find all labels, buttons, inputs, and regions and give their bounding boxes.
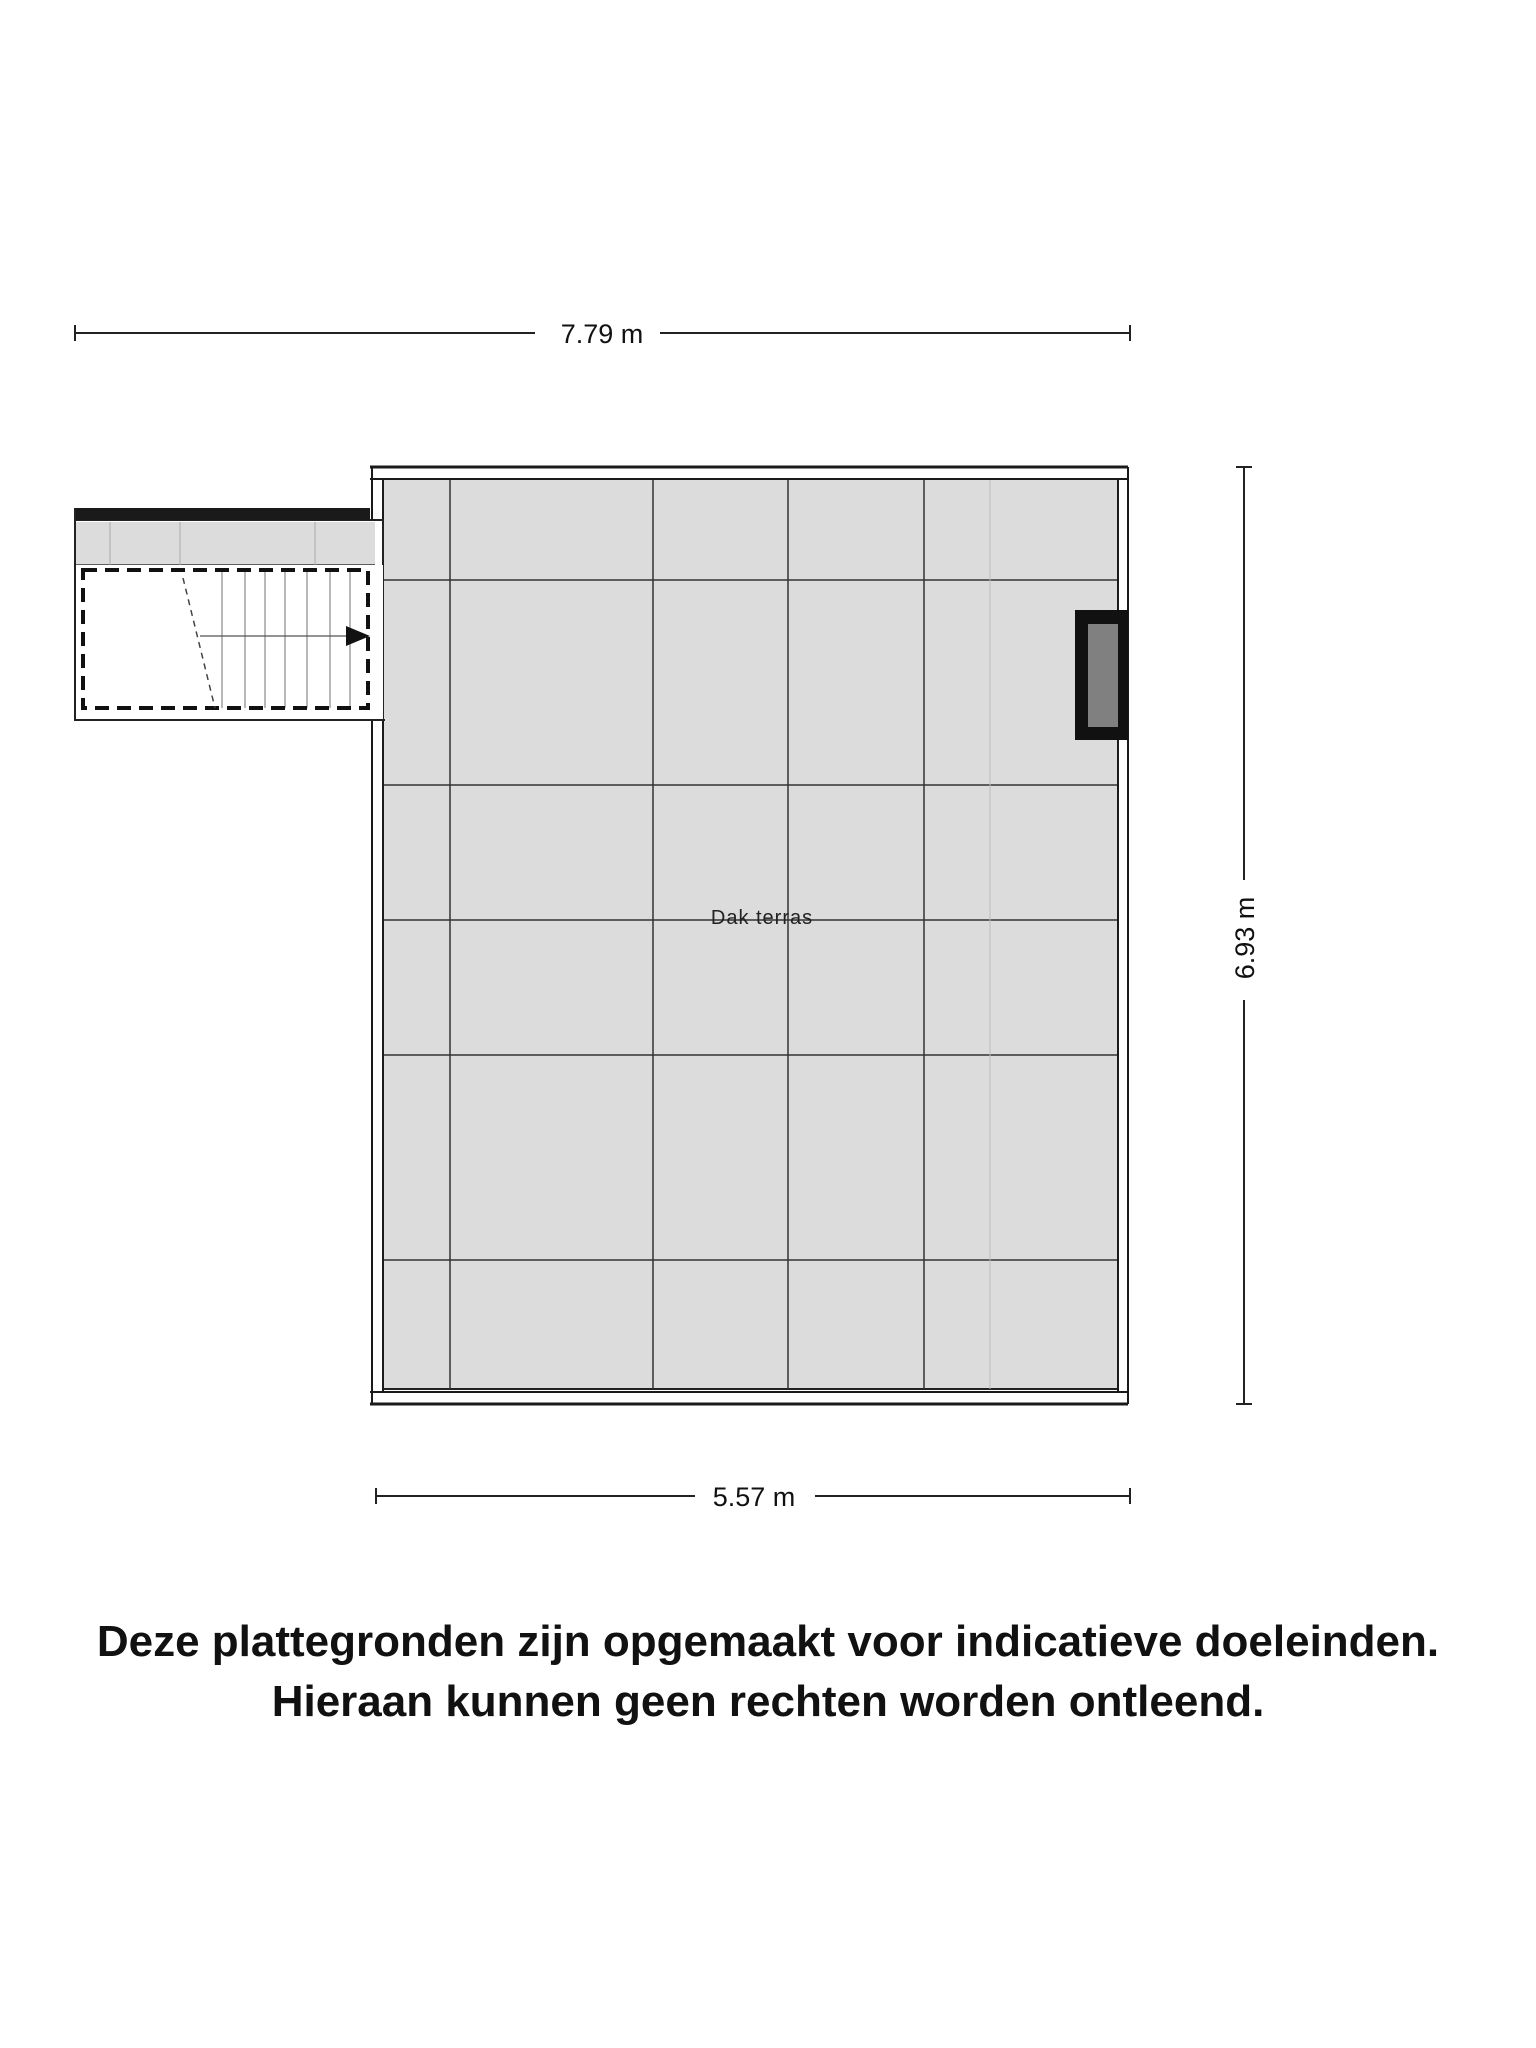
right-dimension-label: 6.93 m [1230,896,1260,980]
disclaimer-line-2: Hieraan kunnen geen rechten worden ontleend. [271,1677,1265,1726]
terrace-floor [383,479,1118,1389]
disclaimer-line-1: Deze plattegronden zijn opgemaakt voor indicatieve doeleinden. [96,1617,1440,1666]
stair-area [75,508,385,720]
top-dimension-label: 7.79 m [560,319,644,349]
chimney [1075,610,1128,740]
terrace-label: Dak terras [710,907,814,929]
bottom-dimension-label: 5.57 m [712,1482,796,1512]
